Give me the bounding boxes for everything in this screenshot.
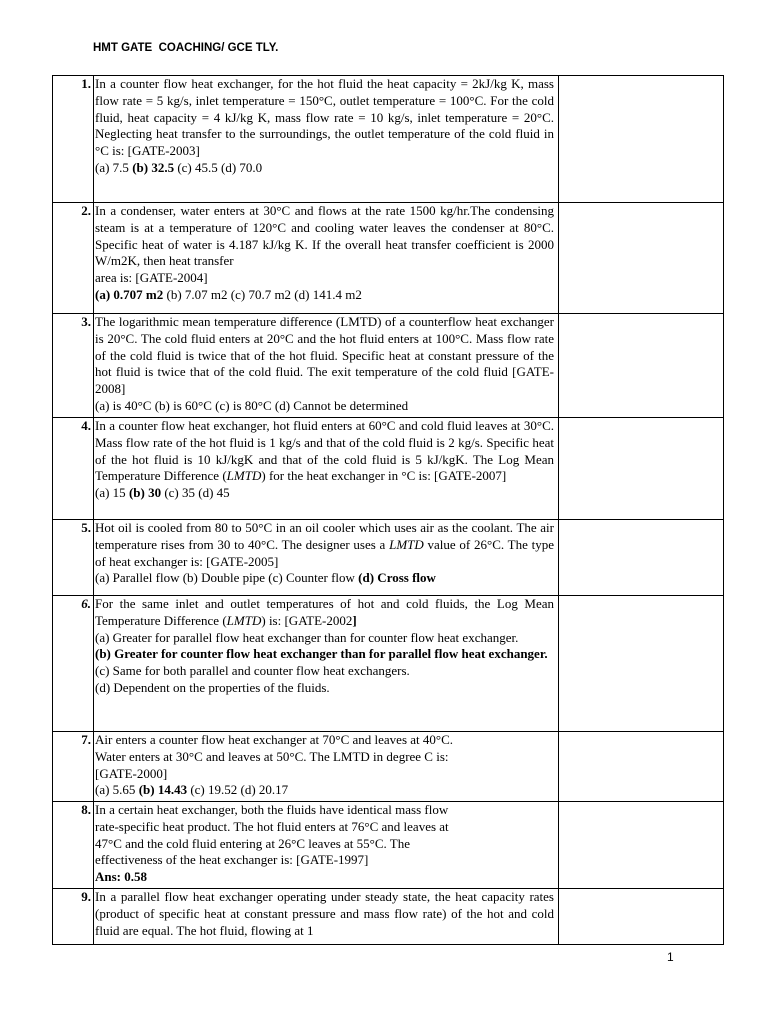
answer-cell (559, 520, 724, 596)
question-number: 5. (53, 520, 94, 596)
question-row (53, 203, 724, 314)
question-number: 3. (53, 314, 94, 418)
lmtd-italic: LMTD (226, 468, 262, 484)
lmtd-italic: LMTD (389, 536, 424, 552)
answer-cell (559, 802, 724, 889)
question-stem-line: Water enters at 30°C and leaves at 50°C. The LMTD in degree C is: (95, 748, 449, 764)
lmtd-italic: LMTD (226, 612, 262, 628)
question-options: (a) 5.65 (b) 14.43 (c) 19.52 (d) 20.17 (95, 782, 289, 798)
question-row (53, 802, 724, 889)
question-stem: For the same inlet and outlet temperatures of hot and cold fluids, the Log Mean Temperature Difference (LMTD) is: [GATE-2002] (95, 596, 554, 628)
question-text (94, 802, 559, 889)
question-options: (a) 0.707 m2 (b) 7.07 m2 (c) 70.7 m2 (d) 141.4 m2 (95, 286, 362, 302)
question-stem-line: effectiveness of the heat exchanger is: [GATE-1997] (95, 852, 369, 868)
question-text (94, 596, 559, 732)
answer-cell (559, 203, 724, 314)
answer-highlight: (a) 0.707 m2 (95, 286, 164, 302)
question-stem-line: rate-specific heat product. The hot fluid enters at 76°C and leaves at (95, 818, 449, 834)
question-number: 8. (53, 802, 94, 889)
question-text (94, 889, 559, 945)
question-options: (a) 15 (b) 30 (c) 35 (d) 45 (95, 485, 230, 501)
question-stem: The logarithmic mean temperature difference (LMTD) of a counterflow heat exchanger is 20°C. The cold fluid enters at 20°C and the hot fluid enters at 100°C. Mass flow rate of the cold fluid is twice that of the hot fluid. Specific heat at constant pressure of the hot fluid is twice that of the cold fluid. The exit temperature of the cold fluid [GATE-2008] (95, 314, 554, 397)
question-options: (a) is 40°C (b) is 60°C (c) is 80°C (d) Cannot be determined (95, 397, 409, 413)
question-row (53, 76, 724, 203)
answer-cell (559, 314, 724, 418)
answer-highlight: (d) Cross flow (358, 570, 436, 586)
answer-cell (559, 889, 724, 945)
question-number: 9. (53, 889, 94, 945)
question-text (94, 76, 559, 203)
document-header: HMT GATE COACHING/ GCE TLY. (93, 42, 279, 54)
question-row (53, 418, 724, 520)
answer-cell (559, 732, 724, 802)
answer-line: Ans: 0.58 (95, 869, 148, 885)
question-stem: In a condenser, water enters at 30°C and flows at the rate 1500 kg/hr.The condensing steam is at a temperature of 120°C and cooling water leaves the condenser at 80°C. Specific heat of water is 4.187 kJ/kg K. If the overall heat transfer coefficient is 2000 W/m2K, then heat transfer (95, 203, 554, 269)
question-number: 7. (53, 732, 94, 802)
question-number: 6. (53, 596, 94, 732)
question-stem: In a counter flow heat exchanger, hot fluid enters at 60°C and cold fluid leaves at 30°C. Mass flow rate of the hot fluid is 1 kg/s and that of the cold fluid is 2 kg/s. Specific heat of the hot fluid is 10 kJ/kgK and that of the cold fluid is 5 kJ/kgK. The Log Mean Temperature Difference (LMTD) for the heat exchanger in °C is: [GATE-2007] (95, 418, 554, 484)
option-c: (c) Same for both parallel and counter flow heat exchangers. (95, 663, 410, 679)
question-text (94, 732, 559, 802)
question-stem-line: 47°C and the cold fluid entering at 26°C leaves at 55°C. The (95, 835, 411, 851)
question-stem-line: In a certain heat exchanger, both the fluids have identical mass flow (95, 802, 449, 817)
question-stem-tail: area is: [GATE-2004] (95, 270, 208, 286)
question-number: 2. (53, 203, 94, 314)
question-row (53, 732, 724, 802)
question-row (53, 520, 724, 596)
question-number: 1. (53, 76, 94, 203)
answer-highlight: (b) 14.43 (138, 782, 188, 798)
question-stem-line: Air enters a counter flow heat exchanger at 70°C and leaves at 40°C. (95, 732, 454, 747)
option-b-answer: (b) Greater for counter flow heat exchanger than for parallel flow heat exchanger. (95, 646, 548, 662)
question-stem: In a counter flow heat exchanger, for the hot fluid the heat capacity = 2kJ/kg K, mass flow rate = 5 kg/s, inlet temperature = 150°C, outlet temperature = 100°C. For the cold fluid, heat capacity = 4 kJ/kg K, mass flow rate = 10 kg/s, inlet temperature = 20°C. Neglecting heat transfer to the surroundings, the outlet temperature of the cold fluid in °C is: [GATE-2003] (95, 76, 554, 159)
answer-cell (559, 596, 724, 732)
page-number: 1 (667, 950, 674, 964)
question-text (94, 203, 559, 314)
answer-cell (559, 418, 724, 520)
question-row (53, 596, 724, 732)
question-stem: In a parallel flow heat exchanger operating under steady state, the heat capacity rates (product of specific heat at constant pressure and mass flow rate) of the hot and cold fluid are equal. The hot fluid, flowing at 1 (95, 889, 554, 938)
question-stem: Hot oil is cooled from 80 to 50°C in an oil cooler which uses air as the coolant. The air temperature rises from 30 to 40°C. The designer uses a LMTD value of 26°C. The type of heat exchanger is: [GATE-2005] (95, 520, 554, 569)
question-text (94, 418, 559, 520)
answer-cell (559, 76, 724, 203)
option-d: (d) Dependent on the properties of the fluids. (95, 679, 330, 695)
question-options: (a) Parallel flow (b) Double pipe (c) Counter flow (d) Cross flow (95, 570, 436, 586)
question-options: (a) 7.5 (b) 32.5 (c) 45.5 (d) 70.0 (95, 159, 263, 175)
question-number: 4. (53, 418, 94, 520)
question-text (94, 520, 559, 596)
answer-highlight: (b) 30 (128, 485, 162, 501)
answer-highlight: (b) 32.5 (132, 159, 175, 175)
question-text (94, 314, 559, 418)
questions-table (52, 75, 724, 945)
question-row (53, 314, 724, 418)
question-row (53, 889, 724, 945)
question-stem-line: [GATE-2000] (95, 765, 168, 781)
option-a: (a) Greater for parallel flow heat exchanger than for counter flow heat exchanger. (95, 629, 519, 645)
